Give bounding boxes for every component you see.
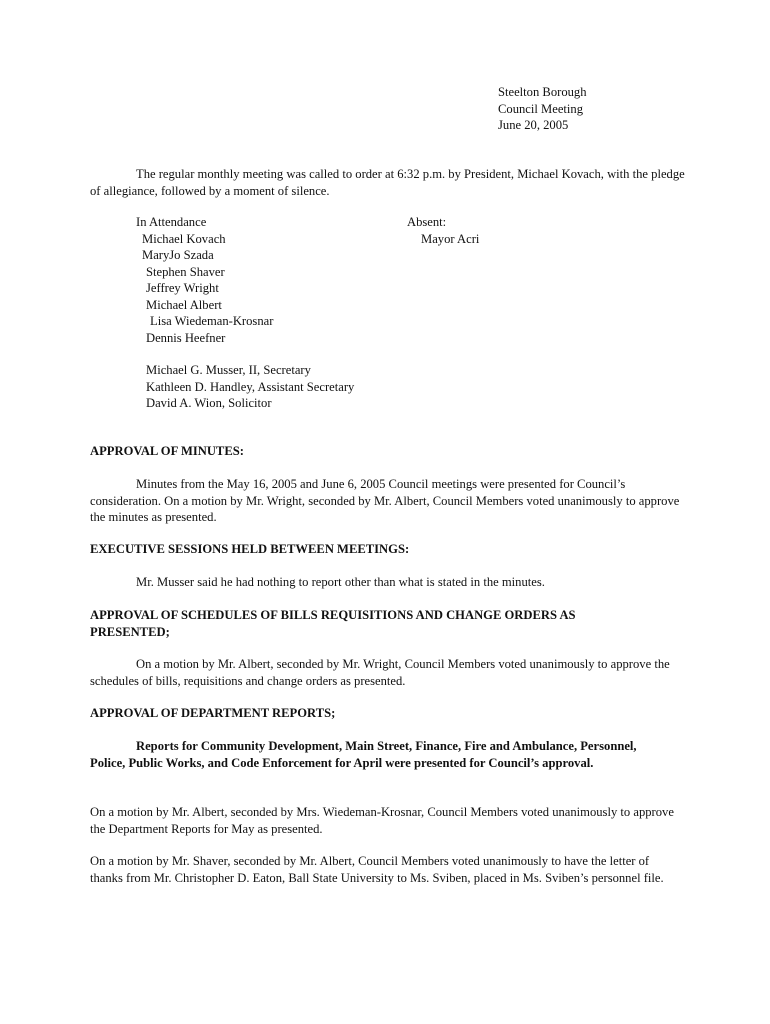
executive-sessions-heading: EXECUTIVE SESSIONS HELD BETWEEN MEETINGS:: [90, 542, 410, 556]
minutes-heading: APPROVAL OF MINUTES:: [90, 444, 244, 458]
absentee: Mayor Acri: [421, 231, 480, 246]
minutes-paragraph: Minutes from the May 16, 2005 and June 6, 2005 Council meetings were presented for Council’s consideration. On a motion by Mr. Wright, seconded by Mr. Albert, Council Members voted unanimously to approve the minutes as presented.: [90, 477, 680, 524]
absent-list: [407, 214, 607, 247]
department-reports-motion: On a motion by Mr. Albert, seconded by Mrs. Wiedeman-Krosnar, Council Members voted unanimously to approve the Department Reports for May as presented.: [90, 805, 674, 836]
attendee: Jeffrey Wright: [146, 281, 219, 295]
executive-sessions-paragraph: Mr. Musser said he had nothing to report other than what is stated in the minutes.: [136, 575, 545, 589]
absent-label: Absent:: [407, 215, 447, 229]
attendee: Lisa Wiedeman-Krosnar: [150, 314, 274, 328]
staff-secretary: Michael G. Musser, II, Secretary: [146, 363, 311, 377]
attendee: Michael Albert: [146, 297, 222, 312]
staff-solicitor: David A. Wion, Solicitor: [146, 396, 272, 410]
document-header: [498, 84, 738, 134]
header-date: June 20, 2005: [498, 118, 569, 132]
staff-list: [146, 362, 446, 412]
header-meeting: Council Meeting: [498, 101, 583, 116]
attendance-label: In Attendance: [136, 215, 207, 229]
header-borough: Steelton Borough: [498, 85, 587, 99]
department-reports-paragraph: Reports for Community Development, Main Street, Finance, Fire and Ambulance, Personnel, Police, Public Works, and Code Enforcement for April were presented for Council’s approval.: [90, 739, 637, 770]
letter-of-thanks-motion: On a motion by Mr. Shaver, seconded by Mr. Albert, Council Members voted unanimously to have the letter of thanks from Mr. Christopher D. Eaton, Ball State University to Ms. Sviben, placed in Ms. Sviben’s personnel file.: [90, 854, 664, 885]
attendee: MaryJo Szada: [142, 248, 214, 262]
opening-paragraph: The regular monthly meeting was called to order at 6:32 p.m. by President, Michael Kovach, with the pledge of allegiance, followed by a moment of silence.: [90, 167, 685, 198]
attendee: Dennis Heefner: [146, 330, 226, 345]
bills-heading: APPROVAL OF SCHEDULES OF BILLS REQUISITIONS AND CHANGE ORDERS AS PRESENTED;: [90, 608, 576, 639]
department-reports-heading: APPROVAL OF DEPARTMENT REPORTS;: [90, 706, 336, 720]
bills-paragraph: On a motion by Mr. Albert, seconded by Mr. Wright, Council Members voted unanimously to approve the schedules of bills, requisitions and change orders as presented.: [90, 657, 670, 688]
attendee: Stephen Shaver: [146, 264, 225, 279]
staff-assistant-secretary: Kathleen D. Handley, Assistant Secretary: [146, 379, 355, 394]
attendee: Michael Kovach: [142, 231, 226, 246]
attendance-list: [136, 214, 396, 346]
